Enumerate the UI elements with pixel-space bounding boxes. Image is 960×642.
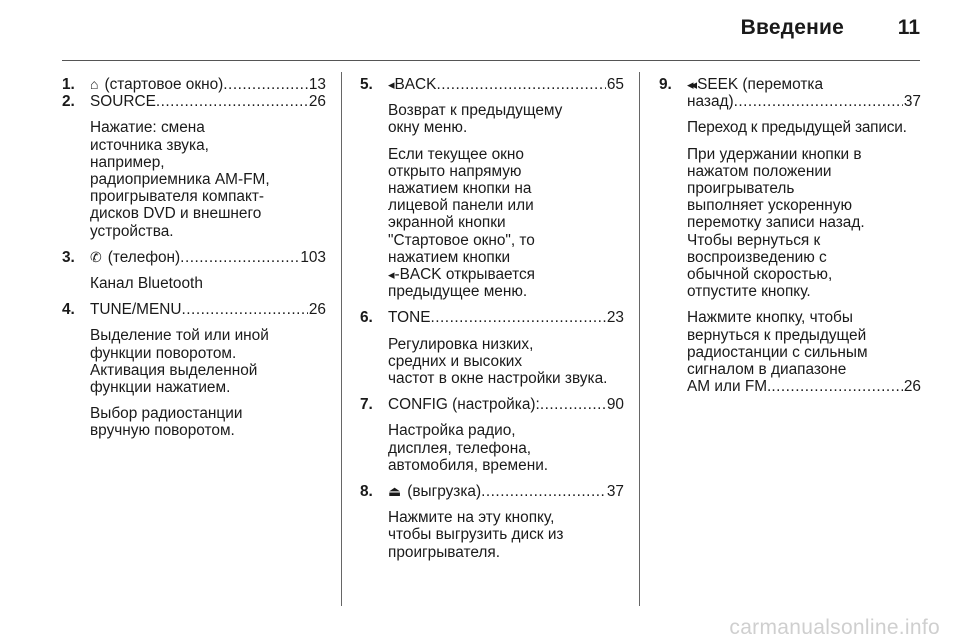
leader-dots [481, 483, 606, 500]
page-header [62, 16, 920, 46]
item-label: (телефон) [107, 248, 181, 266]
list-item-9 [659, 76, 921, 395]
leader-dots [771, 378, 903, 395]
watermark: carmanualsonline.info [729, 616, 940, 639]
item-label: (выгрузка) [407, 483, 482, 501]
leader-dots [734, 93, 903, 110]
item-label: (стартовое окно) [104, 76, 224, 93]
page-ref: 26 [308, 93, 326, 111]
item-number: 1. [62, 76, 75, 93]
back-arrow-icon: ◂ [388, 77, 395, 92]
list-item-8 [360, 483, 624, 561]
page-title: Введение [740, 16, 844, 39]
list-item-5 [360, 76, 624, 300]
column-1 [62, 76, 326, 440]
header-rule [62, 60, 920, 61]
page-ref: 103 [300, 248, 326, 266]
leader-dots [156, 93, 308, 110]
item-number: 2. [62, 93, 75, 111]
column-divider-2 [639, 72, 640, 606]
item-description: При удержании кнопки в нажатом положении проигрыватель выполняет ускоренную перемотку записи назад. Чтобы вернуться к воспроизведению с обычной скоростью, отпустите кнопку. [687, 145, 865, 301]
item-label: TONE [388, 309, 431, 327]
item-number: 8. [360, 483, 373, 501]
item-description: Регулировка низких, средних и высоких частот в окне настройки звука. [388, 335, 608, 388]
list-item-2 [62, 93, 326, 240]
back-arrow-icon: ◂ [388, 267, 395, 283]
item-number: 9. [659, 76, 672, 93]
page-ref: 37 [606, 483, 624, 501]
leader-dots [180, 249, 299, 266]
item-description: Нажмите на эту кнопку, чтобы выгрузить диск из проигрывателя. [388, 509, 564, 561]
page-ref: 90 [606, 396, 624, 414]
home-icon: ⌂ [90, 76, 99, 92]
item-number: 3. [62, 248, 75, 266]
phone-icon: ✆ [90, 248, 102, 265]
item-label: назад) [687, 93, 734, 111]
item-description: Переход к предыдущей записи. [687, 119, 907, 137]
item-number: 7. [360, 396, 373, 414]
list-item-4 [62, 301, 326, 439]
page-number: 11 [897, 16, 920, 39]
item-description: Выбор радиостанции вручную поворотом. [90, 405, 243, 440]
item-number: 5. [360, 76, 373, 93]
item-description: Настройка радио, дисплея, телефона, автомобиля, времени. [388, 422, 549, 474]
item-description: Возврат к предыдущему окну меню. [388, 102, 563, 137]
page-ref: 37 [903, 93, 921, 111]
item-label: CONFIG (настройка): [388, 396, 540, 414]
leader-dots [540, 396, 606, 413]
eject-icon: ⏏ [388, 483, 402, 500]
item-label: TUNE/MENU [90, 301, 182, 319]
item-number: 6. [360, 309, 373, 327]
page-ref: 13 [308, 76, 326, 93]
rewind-icon: ◂◂ [687, 77, 695, 92]
item-label: BACK [394, 76, 437, 93]
list-item-3 [62, 249, 326, 292]
page-ref: 26 [903, 378, 921, 396]
item-description: Нажатие: смена источника звука, например, радиоприемника AM-FM, проигрывателя компакт- дисков DVD и внешнего устройства. [90, 119, 270, 240]
list-item-7 [360, 396, 624, 474]
column-divider-1 [341, 72, 342, 606]
item-description: Если текущее окно открыто напрямую нажатием кнопки на лицевой панели или экранной кнопки "Стартовое окно", то нажатием кнопки ◂-BACK открывается предыдущее меню. [388, 145, 535, 301]
column-2 [360, 76, 624, 561]
leader-dots [436, 76, 605, 93]
item-description: Нажмите кнопку, чтобы вернуться к предыдущей радиостанции с сильным сигналом в диапазоне АМ или FM. ..... 26 [687, 309, 921, 395]
item-number: 4. [62, 301, 75, 319]
item-description: Выделение той или иной функции поворотом. Активация выделенной функции нажатием. [90, 327, 269, 397]
item-label: SOURCE [90, 93, 156, 111]
page-ref: 65 [606, 76, 624, 93]
page-ref: 23 [606, 309, 624, 327]
list-item-6 [360, 309, 624, 387]
leader-dots [182, 301, 308, 318]
page-ref: 26 [308, 301, 326, 319]
item-description: Канал Bluetooth [90, 275, 203, 293]
leader-dots [430, 309, 605, 326]
item-label: SEEK (перемотка [697, 76, 824, 93]
list-item-1 [62, 76, 326, 93]
leader-dots [223, 76, 308, 93]
column-3 [659, 76, 921, 395]
